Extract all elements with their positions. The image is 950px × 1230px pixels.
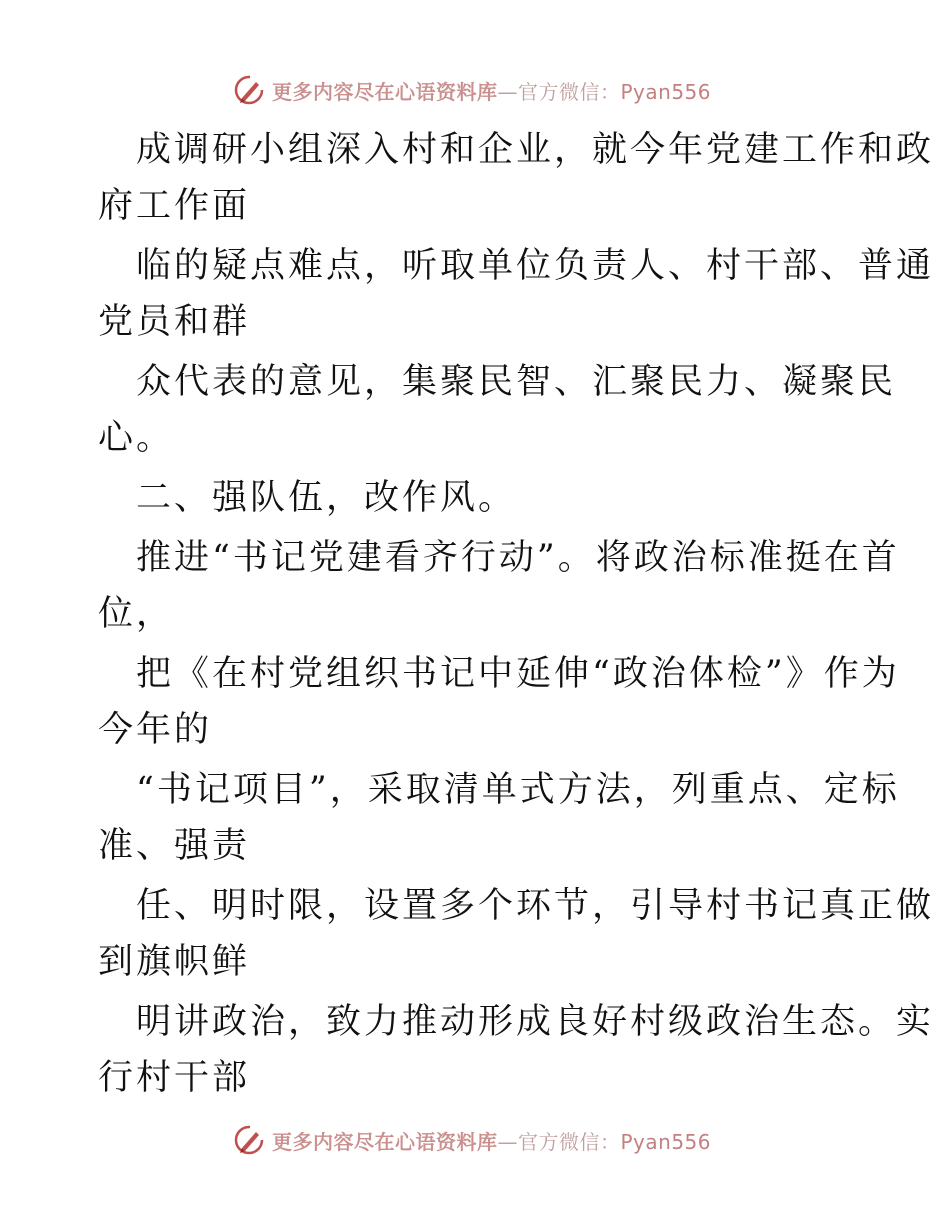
text-line: 明讲政治，致力推动形成良好村级政治生态。实 xyxy=(136,1002,935,1042)
text-line: 临的疑点难点，听取单位负责人、村干部、普通 xyxy=(136,246,935,286)
text-line: 众代表的意见，集聚民智、汇聚民力、凝聚民 xyxy=(136,362,897,402)
watermark-dash: — xyxy=(497,79,518,104)
text-line: 任、明时限，设置多个环节，引导村书记真正做 xyxy=(136,886,935,926)
watermark-account: Pyan556 xyxy=(620,79,712,104)
watermark-main-text: 更多内容尽在心语资料库 xyxy=(272,79,498,104)
watermark-account: Pyan556 xyxy=(620,1129,712,1154)
text-line: 准、强责 xyxy=(98,826,251,866)
text-line: 心。 xyxy=(98,418,175,458)
text-line: “书记项目”，采取清单式方法，列重点、定标 xyxy=(136,770,900,810)
text-line: 党员和群 xyxy=(98,302,251,342)
watermark-main-text: 更多内容尽在心语资料库 xyxy=(272,1129,498,1154)
text-line: 行村干部 xyxy=(98,1058,251,1098)
watermark-official-label: 官方微信： xyxy=(518,79,621,104)
text-line: 府工作面 xyxy=(98,186,251,226)
text-line: 二、强队伍，改作风。 xyxy=(136,478,517,518)
pen-circle-logo-icon xyxy=(232,1123,266,1157)
text-line: 位， xyxy=(98,594,175,634)
text-line: 成调研小组深入村和企业，就今年党建工作和政 xyxy=(136,130,935,170)
text-line: 推进“书记党建看齐行动”。将政治标准挺在首 xyxy=(136,538,900,578)
watermark-official-label: 官方微信： xyxy=(518,1129,621,1154)
watermark-footer xyxy=(232,1122,711,1158)
text-line: 到旗帜鲜 xyxy=(98,942,251,982)
text-line: 今年的 xyxy=(98,710,213,750)
text-line: 把《在村党组织书记中延伸“政治体检”》作为 xyxy=(136,654,900,694)
watermark-dash: — xyxy=(497,1129,518,1154)
